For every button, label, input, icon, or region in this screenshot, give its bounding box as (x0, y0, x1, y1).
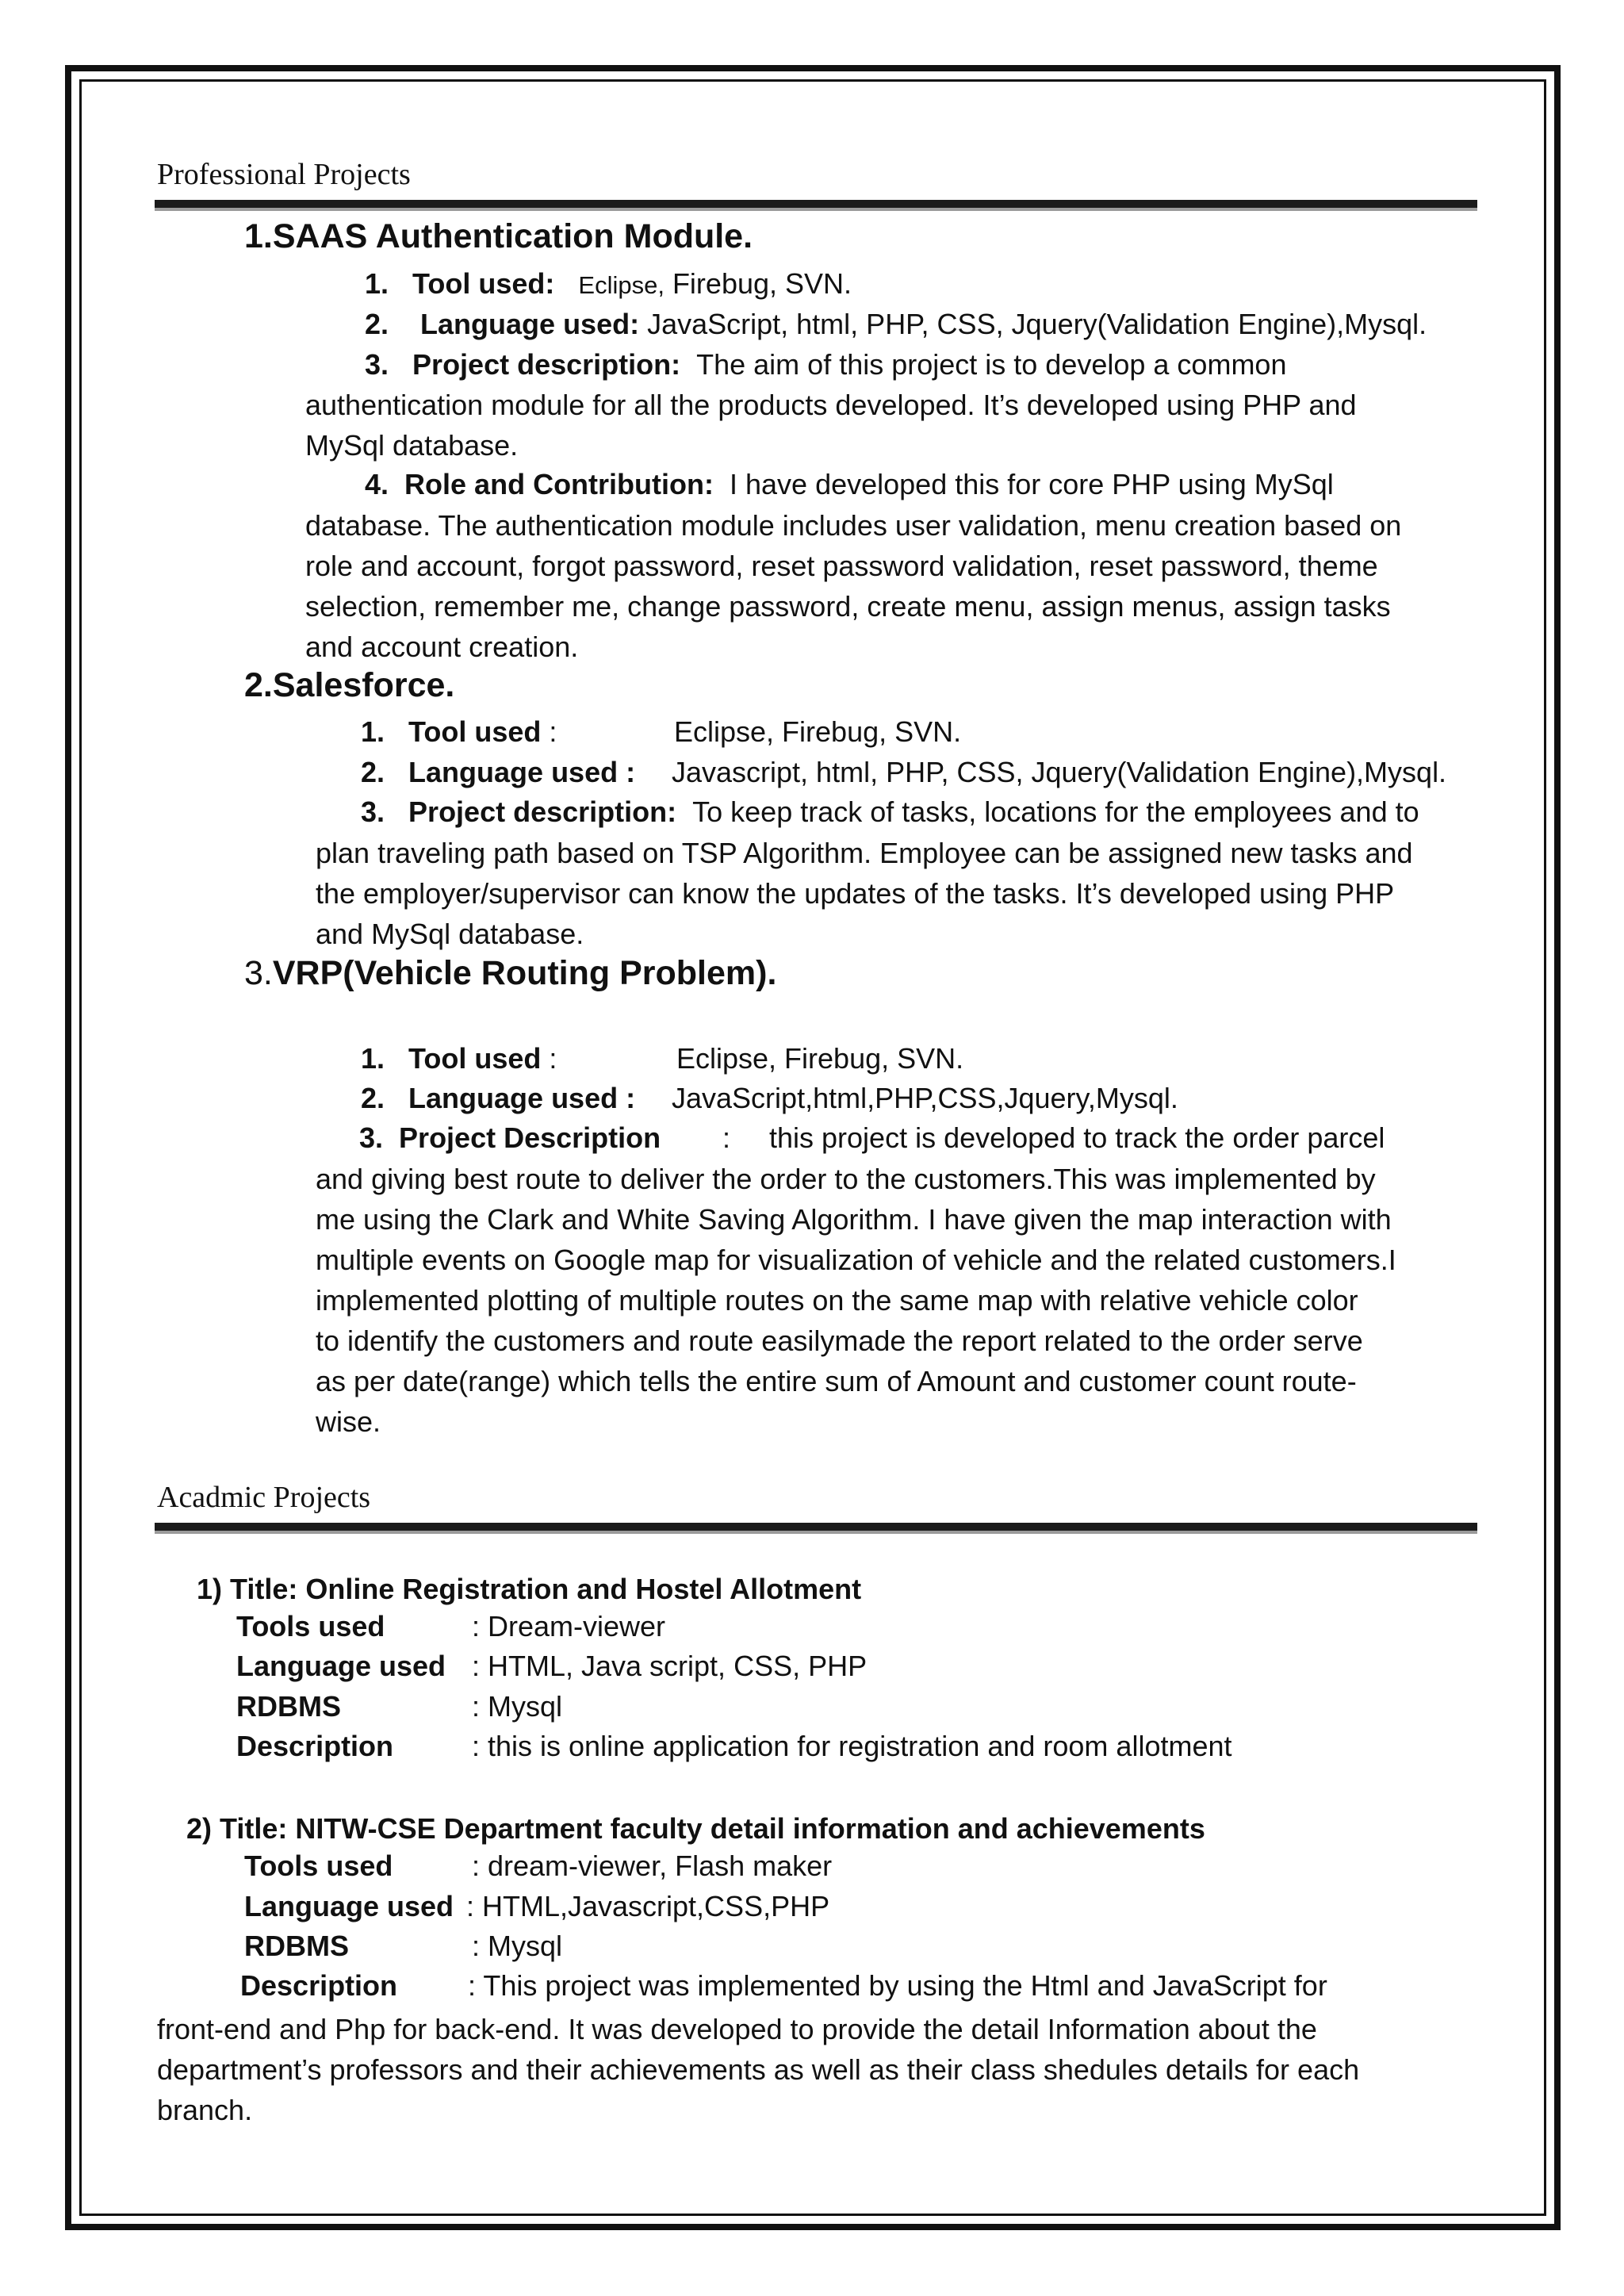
detail-line: 3. Project Description : this project is developed to track the order parcel (359, 1121, 1385, 1154)
detail-line: 2. Language used : JavaScript,html,PHP,CSS,Jquery,Mysql. (361, 1082, 1178, 1114)
detail-line: 3. Project description: The aim of this project is to develop a common (365, 348, 1287, 381)
detail-paragraph: authentication module for all the products developed. It’s developed using PHP and MySql database. (305, 389, 1357, 462)
section-rule (155, 200, 1477, 211)
detail-paragraph: front-end and Php for back-end. It was developed to provide the detail Information about the department’s professors and their achievements as well as their class shedules details for each branch. (157, 2013, 1360, 2126)
project-title: 2.Salesforce. (244, 666, 455, 704)
project-title: 3.VRP(Vehicle Routing Problem). (244, 954, 777, 992)
detail-line: 2. Language used : Javascript, html, PHP, CSS, Jquery(Validation Engine),Mysql. (361, 756, 1447, 788)
detail-line: 1. Tool used : Eclipse, Firebug, SVN. (361, 1042, 964, 1075)
section-rule (155, 1523, 1477, 1534)
detail-paragraph: database. The authentication module includes user validation, menu creation based on role and account, forgot password, reset password validation, reset password, theme selection, remember me, change password, create menu, assign menus, assign tasks and account creation. (305, 509, 1402, 663)
academic-project-title: 2) Title: NITW-CSE Department faculty detail information and achievements (186, 1812, 1205, 1845)
detail-line: 2. Language used: JavaScript, html, PHP, CSS, Jquery(Validation Engine),Mysql. (365, 308, 1427, 340)
detail-line: 3. Project description: To keep track of tasks, locations for the employees and to (361, 795, 1419, 828)
detail-line: 1. Tool used : Eclipse, Firebug, SVN. (361, 715, 962, 748)
section-heading-academic: Acadmic Projects (157, 1481, 371, 1514)
section-heading-professional: Professional Projects (157, 158, 411, 191)
detail-line: 4. Role and Contribution: I have developed this for core PHP using MySql (365, 468, 1334, 500)
academic-project-title: 1) Title: Online Registration and Hostel Allotment (197, 1573, 862, 1605)
project-title: 1.SAAS Authentication Module. (244, 217, 753, 255)
detail-paragraph: and giving best route to deliver the order to the customers.This was implemented by me using the Clark and White Saving Algorithm. I have given the map interaction with multiple events on Google map for visualization of vehicle and the related customers.I implemented plotting of multiple routes on the same map with relative vehicle color to identify the customers and route easilymade the report related to the order serve as per date(range) which tells the entire sum of Amount and customer count route- wise. (316, 1163, 1396, 1438)
detail-line: 1. Tool used: Eclipse, Firebug, SVN. (365, 267, 852, 300)
detail-paragraph: plan traveling path based on TSP Algorithm. Employee can be assigned new tasks and the employer/supervisor can know the updates of the tasks. It’s developed using PHP and MySql database. (316, 837, 1413, 950)
